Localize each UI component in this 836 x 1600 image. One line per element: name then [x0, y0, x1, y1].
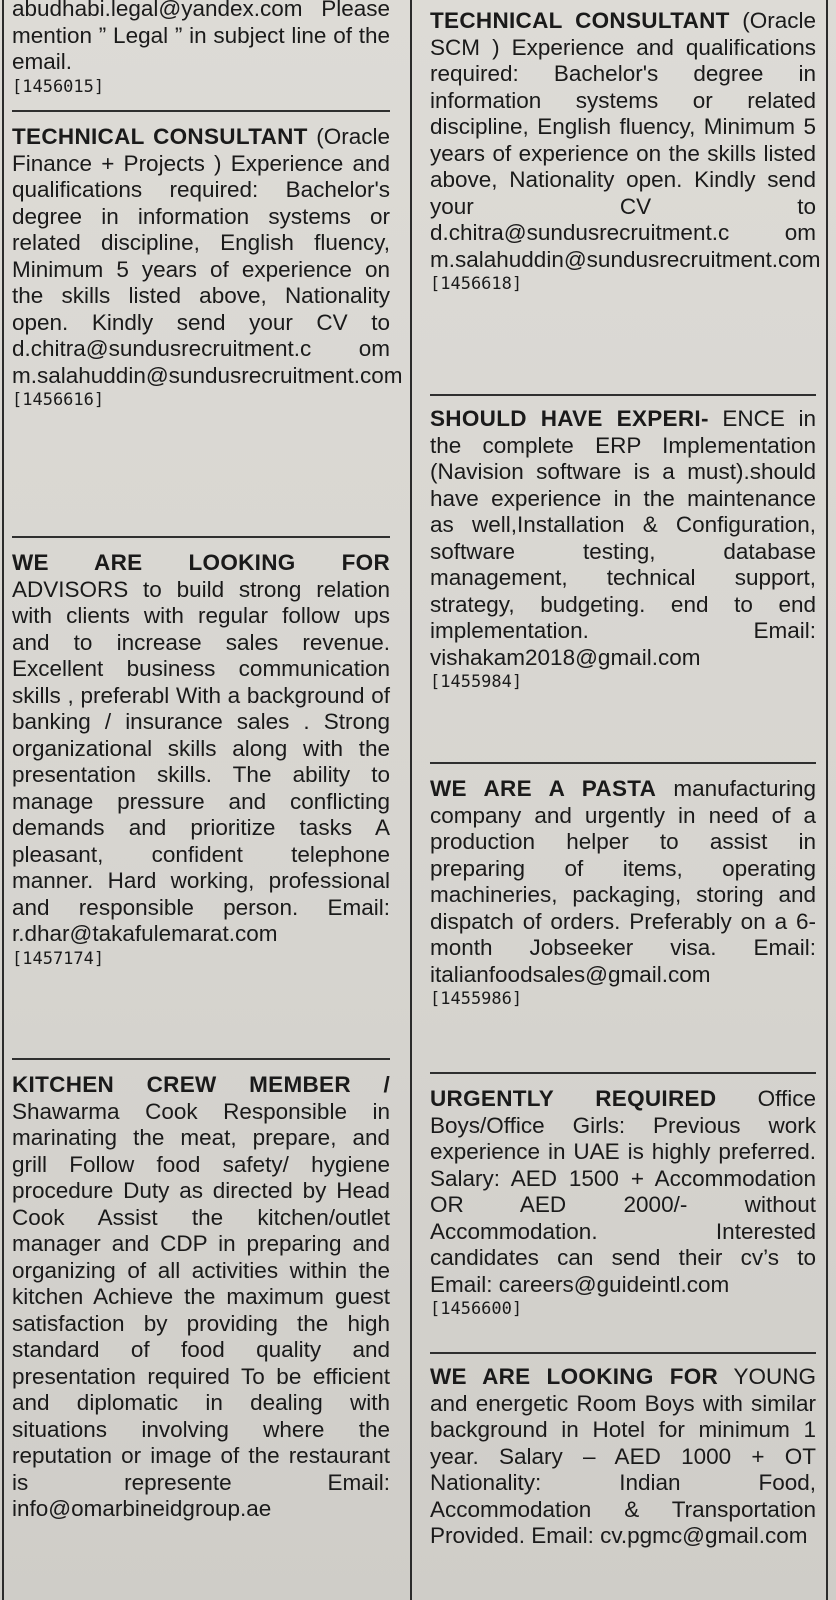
- classified-ad: [12, 124, 403, 411]
- ad-reference: [1456600]: [430, 1299, 523, 1319]
- classified-ad: [430, 406, 816, 693]
- ad-divider: [430, 762, 816, 764]
- classified-ad: [12, 0, 390, 98]
- classified-ad: [430, 776, 816, 1010]
- ad-heading: URGENTLY REQUIRED: [430, 1086, 717, 1111]
- ad-divider: [12, 110, 390, 112]
- column-rule-left: [2, 0, 4, 1600]
- ad-divider: [12, 536, 390, 538]
- ad-body: Office Boys/Office Girls: Previous work experience in UAE is highly preferred. Salary: AED 1500 + Accommodation OR AED 2000/- without Accommodation. Interested candidates can send their cv’s to Email: careers@guideintl.com: [430, 1086, 816, 1297]
- classified-ad: [430, 1364, 816, 1550]
- classified-ad: [12, 1072, 390, 1523]
- ad-heading: WE ARE A PASTA: [430, 776, 657, 801]
- ad-heading: TECHNICAL CONSULTANT: [12, 124, 308, 149]
- ad-divider: [430, 394, 816, 396]
- ad-divider: [430, 1352, 816, 1354]
- ad-body: abudhabi.legal@yandex.com Please mention ” Legal ” in subject line of the email.: [12, 0, 390, 74]
- ad-divider: [430, 1072, 816, 1074]
- ad-body: Shawarma Cook Responsible in marinating the meat, prepare, and grill Follow food safety/ hygiene procedure Duty as directed by Head Cook Assist the kitchen/outlet manager and CDP in preparing and organizing of all activities within the kitchen Achieve the maximum guest satisfaction by providing the high standard of food quality and presentation required To be efficient and diplomatic in dealing with situations involving where the reputation or image of the restaurant is represente Email: info@omarbineidgroup.ae: [12, 1098, 390, 1521]
- ad-heading: WE ARE LOOKING FOR: [430, 1364, 719, 1389]
- ad-heading: KITCHEN CREW MEMBER /: [12, 1072, 390, 1097]
- classifieds-column-right: [430, 0, 821, 1600]
- column-rule-center: [410, 0, 412, 1600]
- ad-reference: [1455984]: [430, 672, 523, 692]
- ad-body: (Oracle Finance + Projects ) Experience and qualifications required: Bachelor's degree in information systems or related discipline, English fluency, Minimum 5 years of experience on the skills listed above, Nationality open. Kindly send your CV to d.chitra@sundusrecruitment.c om m.salahuddin@sundusrecruitment.com: [12, 124, 403, 388]
- ad-divider: [12, 1058, 390, 1060]
- ad-body: manufacturing company and urgently in need of a production helper to assist in preparing of items, operating machineries, packaging, storing and dispatch of orders. Preferably on a 6-month Jobseeker visa. Email: italianfoodsales@gmail.com: [430, 776, 816, 987]
- ad-reference: [1456618]: [430, 274, 523, 294]
- ad-body: ENCE in the complete ERP Implementation (Navision software is a must).should have experience in the maintenance as well,Installation & Configuration, software testing, database management, technical support, strategy, budgeting. end to end implementation. Email: vishakam2018@gmail.com: [430, 406, 816, 670]
- ad-body: ADVISORS to build strong relation with clients with regular follow ups and to increase sales revenue. Excellent business communication skills , preferabl With a background of banking / insurance sales . Strong organizational skills along with the presentation skills. The ability to manage pressure and conflicting demands and prioritize tasks A pleasant, confident telephone manner. Hard working, professional and responsible person. Email: r.dhar@takafulemarat.com: [12, 576, 390, 946]
- ad-reference: [1455986]: [430, 989, 523, 1009]
- classified-ad: [430, 8, 821, 295]
- classified-ad: [12, 550, 390, 970]
- ad-heading: TECHNICAL CONSULTANT: [430, 8, 730, 33]
- ad-body: (Oracle SCM ) Experience and qualifications required: Bachelor's degree in information systems or related discipline, English fluency, Minimum 5 years of experience on the skills listed above, Nationality open. Kindly send your CV to d.chitra@sundusrecruitment.c om m.salahuddin@sundusrecruitment.com: [430, 8, 821, 272]
- classifieds-column-left: [12, 0, 403, 1600]
- column-rule-right: [826, 0, 828, 1600]
- ad-heading: WE ARE LOOKING FOR: [12, 550, 390, 575]
- classified-ad: [430, 1086, 816, 1320]
- ad-body: YOUNG and energetic Room Boys with similar background in Hotel for minimum 1 year. Salary – AED 1000 + OT Nationality: Indian Food, Accommodation & Transportation Provided. Email: cv.pgmc@gmail.com: [430, 1364, 816, 1548]
- ad-reference: [1456015]: [12, 76, 105, 97]
- ad-reference: [1457174]: [12, 948, 105, 969]
- ad-heading: SHOULD HAVE EXPERI-: [430, 406, 709, 431]
- ad-reference: [1456616]: [12, 390, 105, 410]
